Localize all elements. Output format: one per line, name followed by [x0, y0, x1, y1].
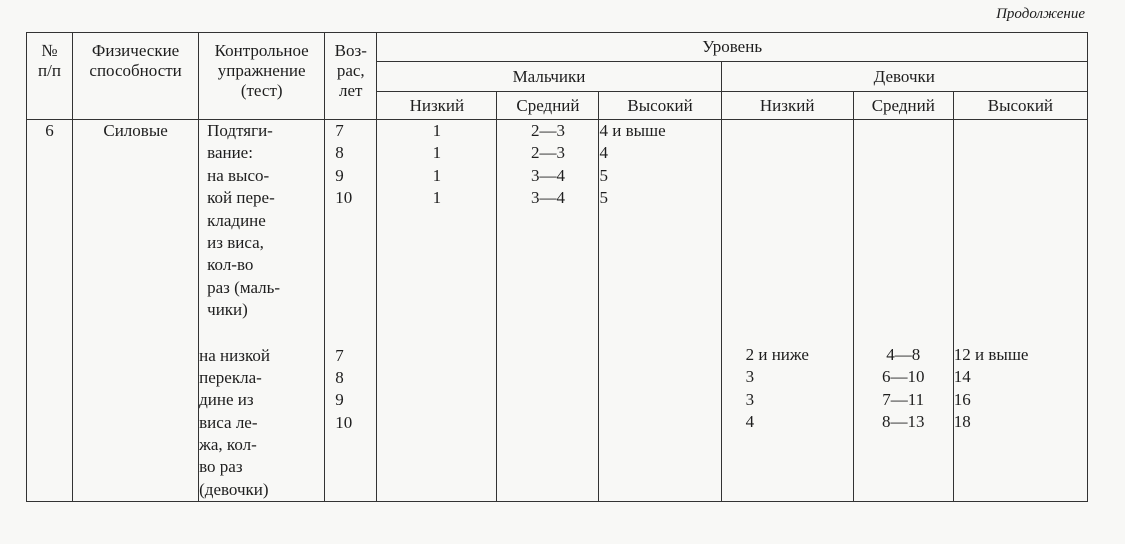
- header-level: Уровень: [377, 33, 1088, 62]
- boys-mid-cell: 2—3 2—3 3—4 3—4: [497, 120, 599, 502]
- header-age: Воз- рас, лет: [325, 33, 377, 120]
- header-boys-low: Низкий: [377, 92, 497, 120]
- header-exercise: Контрольное упражнение (тест): [199, 33, 325, 120]
- header-girls: Девочки: [721, 62, 1087, 92]
- table-row: [27, 120, 1088, 502]
- standards-table: [26, 32, 1088, 502]
- boys-low-cell: 1 1 1 1: [377, 120, 497, 502]
- header-boys-mid: Средний: [497, 92, 599, 120]
- header-girls-low: Низкий: [721, 92, 853, 120]
- header-ability: Физические способности: [73, 33, 199, 120]
- girls-low-cell: 2 и ниже 3 3 4: [721, 120, 853, 502]
- header-boys-high: Высокий: [599, 92, 721, 120]
- header-girls-high: Высокий: [953, 92, 1087, 120]
- row-exercise: Подтяги- вание: на высо- кой пере- кладине из виса, кол-во раз (маль- чики) на низкой перекла- дине из виса ле- жа, кол- во раз (девочки): [199, 120, 325, 502]
- row-no: 6: [27, 120, 73, 502]
- header-no: № п/п: [27, 33, 73, 120]
- row-ability: Силовые: [73, 120, 199, 502]
- girls-high-cell: 12 и выше 14 16 18: [953, 120, 1087, 502]
- header-boys: Мальчики: [377, 62, 721, 92]
- girls-mid-cell: 4—8 6—10 7—11 8—13: [853, 120, 953, 502]
- header-girls-mid: Средний: [853, 92, 953, 120]
- continuation-label: Продолжение: [996, 6, 1085, 22]
- boys-high-cell: 4 и выше 4 5 5: [599, 120, 721, 502]
- row-age: 7 8 9 10 7 8 9 10: [325, 120, 377, 502]
